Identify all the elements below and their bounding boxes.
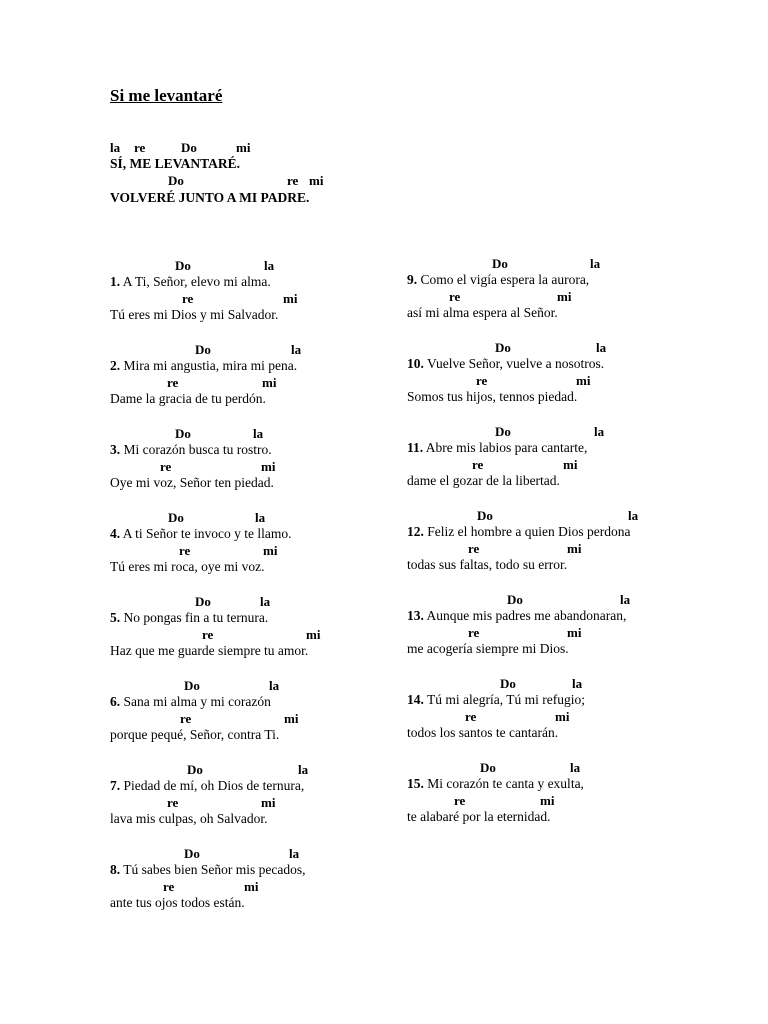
verse-chord: mi	[555, 709, 570, 724]
verse-chord: la	[264, 258, 275, 273]
verse-text: Vuelve Señor, vuelve a nosotros.	[427, 356, 605, 371]
verse-chord: la	[253, 426, 264, 441]
verse-line	[407, 356, 604, 372]
verse-chord: la	[260, 594, 271, 609]
verse-chord: Do	[195, 594, 211, 609]
verse-line	[407, 440, 587, 456]
verse-number: 4.	[110, 526, 121, 541]
verse-chord: Do	[184, 678, 200, 693]
verse-line	[110, 442, 272, 458]
verse-chord: Do	[175, 258, 191, 273]
verse-chord: la	[620, 592, 631, 607]
chorus-chord: Do	[168, 173, 184, 188]
verse-text: No pongas fin a tu ternura.	[123, 610, 269, 625]
verse-number: 13.	[407, 608, 424, 623]
verse-text: A Ti, Señor, elevo mi alma.	[122, 274, 271, 289]
chorus-chord: re	[287, 173, 299, 188]
verse-chord: mi	[261, 459, 276, 474]
verse-chord: Do	[492, 256, 508, 271]
verse-chord: la	[255, 510, 266, 525]
verse-text: Mi corazón busca tu rostro.	[123, 442, 272, 457]
verse-line: Haz que me guarde siempre tu amor.	[110, 643, 309, 658]
verse-text: A ti Señor te invoco y te llamo.	[122, 526, 292, 541]
verse-line: Oye mi voz, Señor ten piedad.	[110, 475, 274, 490]
verse-text: Feliz el hombre a quien Dios perdona	[427, 524, 631, 539]
verse-number: 7.	[110, 778, 121, 793]
verse-line: porque pequé, Señor, contra Ti.	[110, 727, 280, 742]
verse-line: dame el gozar de la libertad.	[407, 473, 560, 488]
chorus-chord: re	[134, 140, 146, 155]
verse-line: Tú eres mi Dios y mi Salvador.	[110, 307, 279, 322]
verse-chord: la	[298, 762, 309, 777]
verse-chord: la	[289, 846, 300, 861]
verse-chord: Do	[495, 340, 511, 355]
verse-chord: la	[596, 340, 607, 355]
verse-chord: mi	[283, 291, 298, 306]
verse-chord: la	[291, 342, 302, 357]
verse-line	[110, 610, 268, 626]
verse-chord: re	[476, 373, 488, 388]
verse-chord: Do	[187, 762, 203, 777]
verse-number: 3.	[110, 442, 121, 457]
verse-number: 1.	[110, 274, 121, 289]
verse-chord: mi	[576, 373, 591, 388]
verse-number: 2.	[110, 358, 121, 373]
verse-chord: la	[570, 760, 581, 775]
verse-chord: re	[468, 625, 480, 640]
verse-text: Piedad de mí, oh Dios de ternura,	[123, 778, 305, 793]
verse-text: Abre mis labios para cantarte,	[425, 440, 588, 455]
verse-number: 12.	[407, 524, 424, 539]
verse-text: Tú sabes bien Señor mis pecados,	[123, 862, 306, 877]
verse-chord: mi	[261, 795, 276, 810]
verse-number: 14.	[407, 692, 424, 707]
verse-chord: re	[202, 627, 214, 642]
verse-chord: re	[454, 793, 466, 808]
verse-text: Mi corazón te canta y exulta,	[427, 776, 584, 791]
verse-line: así mi alma espera al Señor.	[407, 305, 558, 320]
verse-chord: mi	[244, 879, 259, 894]
verse-line	[110, 694, 271, 710]
verse-line	[110, 358, 297, 374]
verse-line: lava mis culpas, oh Salvador.	[110, 811, 268, 826]
verse-text: Aunque mis padres me abandonaran,	[426, 608, 627, 623]
verse-chord: la	[628, 508, 639, 523]
chorus-line: SÍ, ME LEVANTARÉ.	[110, 156, 241, 171]
verse-chord: re	[182, 291, 194, 306]
verse-chord: mi	[567, 625, 582, 640]
verse-line: Somos tus hijos, tennos piedad.	[407, 389, 578, 404]
verse-line	[110, 862, 305, 878]
verse-chord: re	[160, 459, 172, 474]
verse-chord: Do	[477, 508, 493, 523]
verse-number: 9.	[407, 272, 418, 287]
verse-chord: mi	[306, 627, 321, 642]
verse-chord: Do	[507, 592, 523, 607]
chorus-chord: mi	[236, 140, 251, 155]
song-title: Si me levantaré	[110, 86, 223, 105]
verse-line: Dame la gracia de tu perdón.	[110, 391, 266, 406]
verse-chord: re	[180, 711, 192, 726]
chorus-chord: Do	[181, 140, 197, 155]
verse-chord: mi	[567, 541, 582, 556]
verse-chord: Do	[195, 342, 211, 357]
verse-chord: mi	[563, 457, 578, 472]
verse-line: te alabaré por la eternidad.	[407, 809, 551, 824]
verse-chord: la	[572, 676, 583, 691]
verse-chord: re	[472, 457, 484, 472]
verse-text: Como el vigía espera la aurora,	[420, 272, 590, 287]
verse-chord: re	[179, 543, 191, 558]
verse-chord: re	[167, 795, 179, 810]
verse-chord: Do	[495, 424, 511, 439]
verse-line	[110, 526, 292, 542]
verse-number: 8.	[110, 862, 121, 877]
verse-line	[407, 776, 584, 792]
verse-line: ante tus ojos todos están.	[110, 895, 245, 910]
verse-line	[407, 692, 585, 708]
verse-chord: mi	[263, 543, 278, 558]
verse-line	[110, 778, 304, 794]
chorus-chord: mi	[309, 173, 324, 188]
verse-line	[407, 608, 626, 624]
verse-chord: re	[468, 541, 480, 556]
verse-line: todos los santos te cantarán.	[407, 725, 559, 740]
verse-chord: mi	[284, 711, 299, 726]
chorus-chord: la	[110, 140, 121, 155]
verse-chord: Do	[184, 846, 200, 861]
verse-chord: re	[449, 289, 461, 304]
verse-chord: re	[167, 375, 179, 390]
verse-chord: la	[269, 678, 280, 693]
verse-chord: re	[163, 879, 175, 894]
verse-line	[407, 524, 630, 540]
verse-number: 10.	[407, 356, 424, 371]
verse-chord: mi	[540, 793, 555, 808]
verse-line	[110, 274, 271, 290]
verse-chord: Do	[175, 426, 191, 441]
verse-line: Tú eres mi roca, oye mi voz.	[110, 559, 265, 574]
verse-number: 15.	[407, 776, 424, 791]
verse-number: 6.	[110, 694, 121, 709]
verse-text: Tú mi alegría, Tú mi refugio;	[427, 692, 585, 707]
verse-text: Sana mi alma y mi corazón	[123, 694, 271, 709]
verse-text: Mira mi angustia, mira mi pena.	[123, 358, 298, 373]
chorus-line: VOLVERÉ JUNTO A MI PADRE.	[110, 190, 310, 205]
verse-chord: la	[590, 256, 601, 271]
verse-chord: re	[465, 709, 477, 724]
verse-number: 5.	[110, 610, 121, 625]
verse-number: 11.	[407, 440, 424, 455]
verse-line: todas sus faltas, todo su error.	[407, 557, 568, 572]
verse-line: me acogería siempre mi Dios.	[407, 641, 569, 656]
verse-chord: mi	[557, 289, 572, 304]
verse-chord: Do	[168, 510, 184, 525]
verse-chord: mi	[262, 375, 277, 390]
verse-chord: Do	[480, 760, 496, 775]
verse-line	[407, 272, 589, 288]
verse-chord: Do	[500, 676, 516, 691]
verse-chord: la	[594, 424, 605, 439]
